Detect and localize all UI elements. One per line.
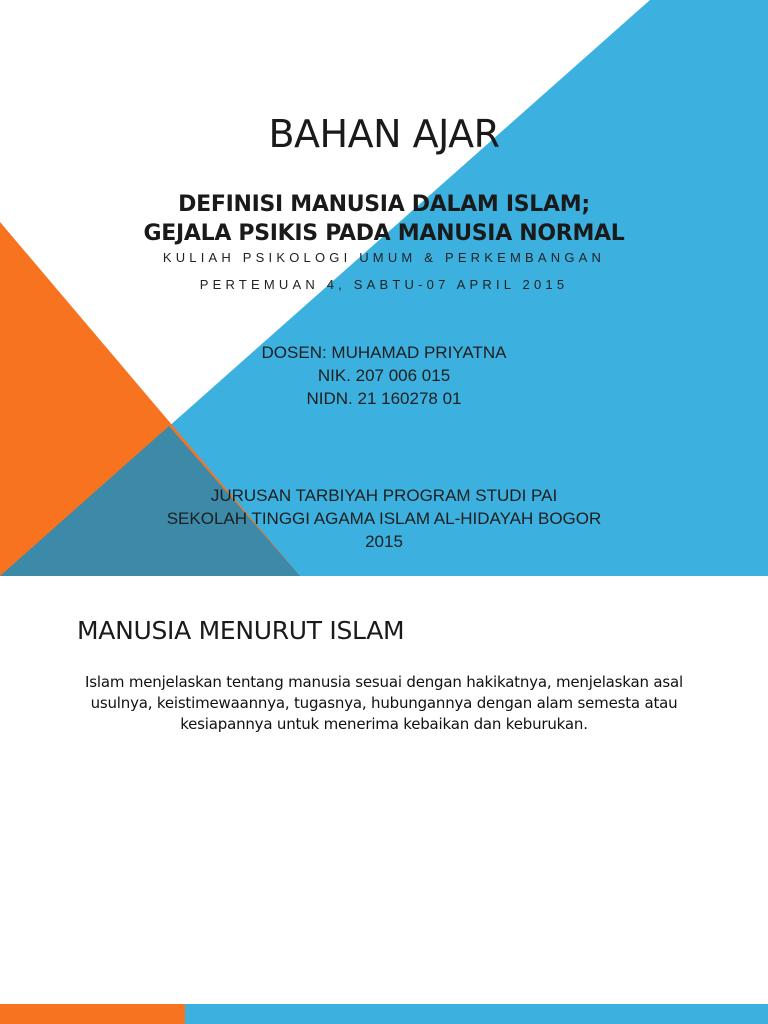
course-name: KULIAH PSIKOLOGI UMUM & PERKEMBANGAN bbox=[162, 250, 606, 265]
blue-accent-strip bbox=[185, 1004, 768, 1024]
lecturer-info bbox=[0, 341, 768, 410]
college-name: SEKOLAH TINGGI AGAMA ISLAM AL-HIDAYAH BOGOR bbox=[166, 509, 602, 528]
body-line-2: usulnya, keistimewaannya, tugasnya, hubungannya dengan alam semesta atau bbox=[90, 694, 678, 712]
slide-heading: MANUSIA MENURUT ISLAM bbox=[77, 616, 405, 645]
institution-info bbox=[0, 484, 768, 553]
meeting-info: PERTEMUAN 4, SABTU-07 APRIL 2015 bbox=[199, 277, 569, 292]
year: 2015 bbox=[365, 532, 403, 551]
lecturer-name: DOSEN: MUHAMAD PRIYATNA bbox=[261, 343, 507, 362]
body-line-3: kesiapannya untuk menerima kebaikan dan keburukan. bbox=[180, 715, 588, 733]
slide-title: BAHAN AJAR bbox=[268, 112, 500, 156]
body-line-1: Islam menjelaskan tentang manusia sesuai dengan hakikatnya, menjelaskan asal bbox=[85, 673, 683, 691]
subtitle-line-1: DEFINISI MANUSIA DALAM ISLAM; bbox=[178, 192, 590, 217]
content-slide bbox=[0, 576, 768, 1024]
lecturer-nidn: NIDN. 21 160278 01 bbox=[306, 389, 462, 408]
subtitle-line-2: GEJALA PSIKIS PADA MANUSIA NORMAL bbox=[143, 221, 625, 246]
slide-body bbox=[84, 672, 684, 735]
department-name: JURUSAN TARBIYAH PROGRAM STUDI PAI bbox=[210, 486, 558, 505]
lecturer-nik: NIK. 207 006 015 bbox=[317, 366, 451, 385]
orange-accent-strip bbox=[0, 1004, 185, 1024]
